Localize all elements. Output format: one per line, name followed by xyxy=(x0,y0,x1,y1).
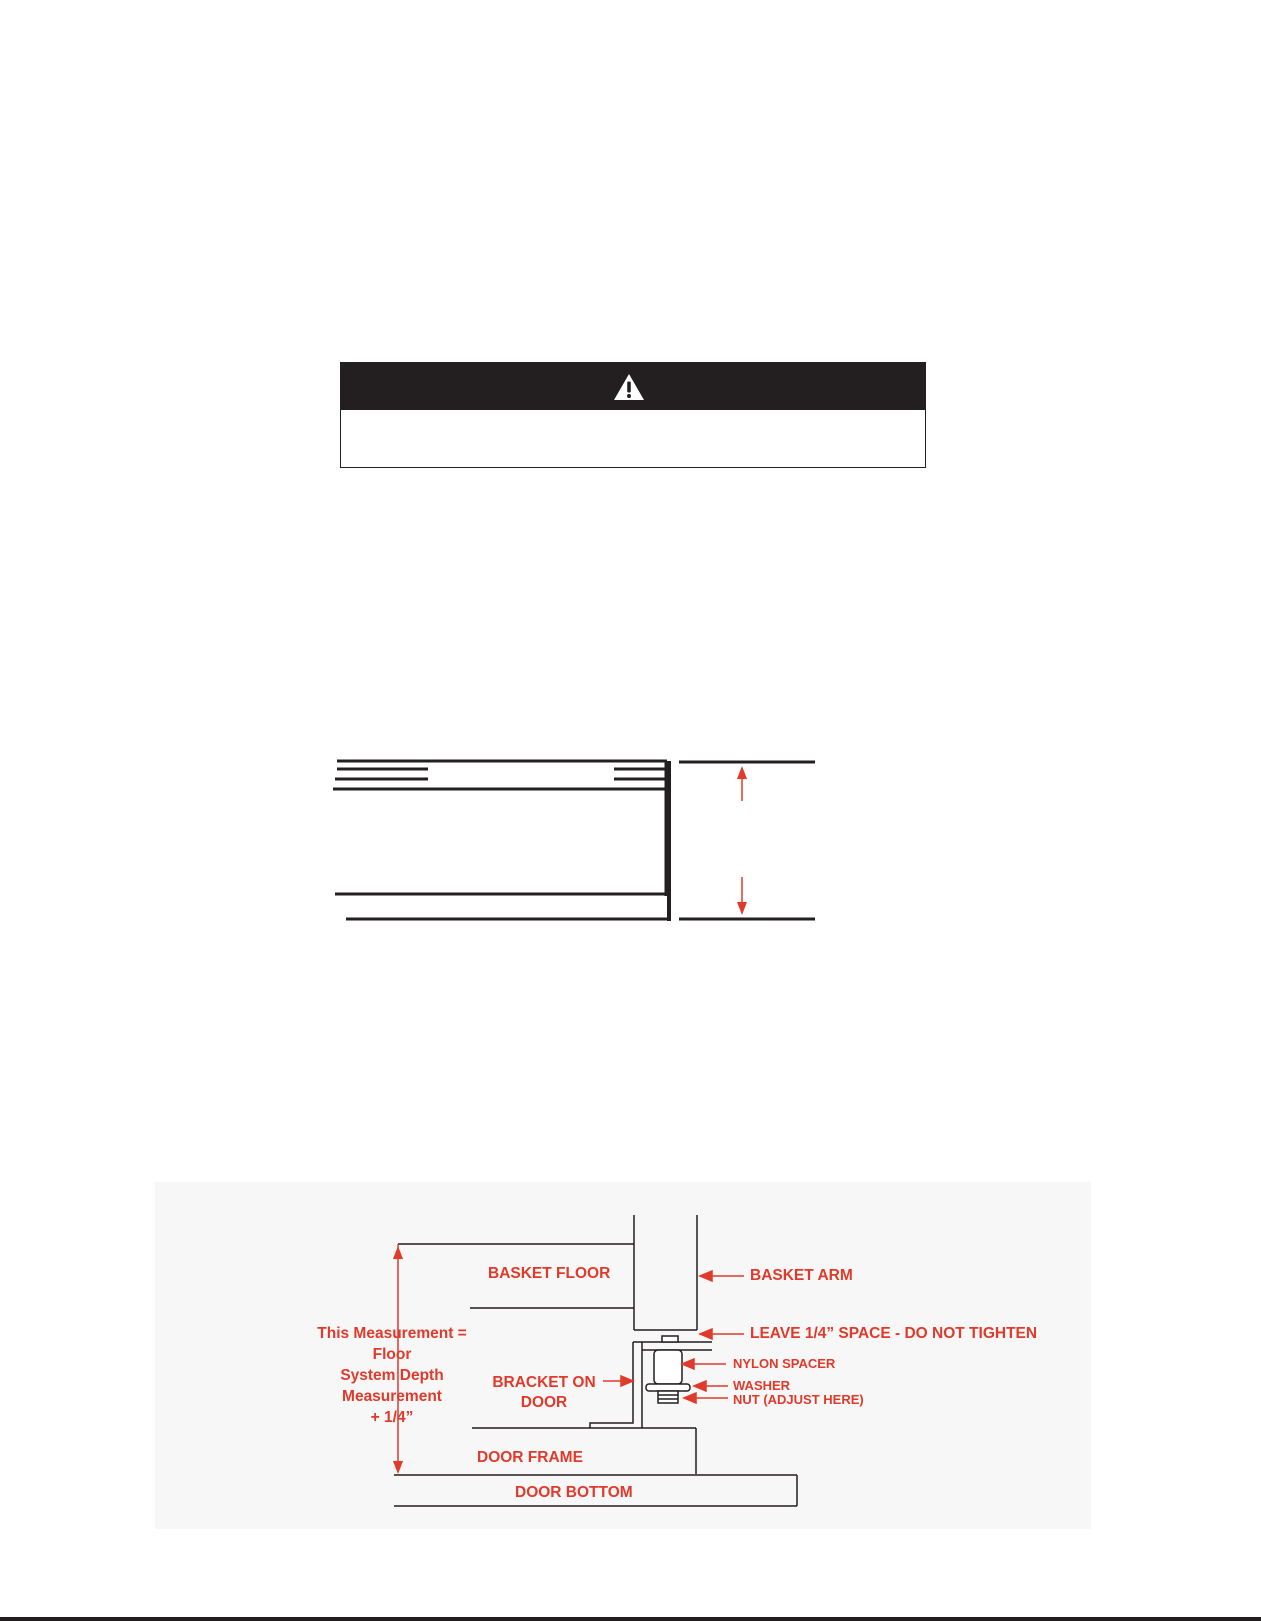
label-measurement-line: System Depth xyxy=(340,1367,444,1384)
label-leave-space: LEAVE 1/4” SPACE - DO NOT TIGHTEN xyxy=(750,1325,1038,1342)
label-measurement-line: Measurement xyxy=(342,1388,442,1405)
label-bracket-on-door xyxy=(482,1374,606,1412)
label-nut: NUT (ADJUST HERE) xyxy=(733,1392,864,1407)
label-bracket-line1: BRACKET ON xyxy=(492,1374,596,1391)
label-measurement-line: This Measurement = xyxy=(317,1325,467,1342)
label-washer: WASHER xyxy=(733,1378,791,1393)
label-measurement xyxy=(300,1323,484,1428)
label-basket-floor: BASKET FLOOR xyxy=(488,1265,611,1282)
label-basket-arm: BASKET ARM xyxy=(750,1267,853,1284)
label-door-bottom: DOOR BOTTOM xyxy=(515,1484,633,1501)
label-bracket-line2: DOOR xyxy=(520,1394,568,1411)
label-nylon-spacer: NYLON SPACER xyxy=(733,1356,836,1371)
label-measurement-line: Floor xyxy=(372,1346,412,1363)
label-measurement-line: + 1/4” xyxy=(370,1409,414,1426)
page-bottom-rule xyxy=(0,1617,1261,1621)
label-door-frame: DOOR FRAME xyxy=(477,1449,583,1466)
